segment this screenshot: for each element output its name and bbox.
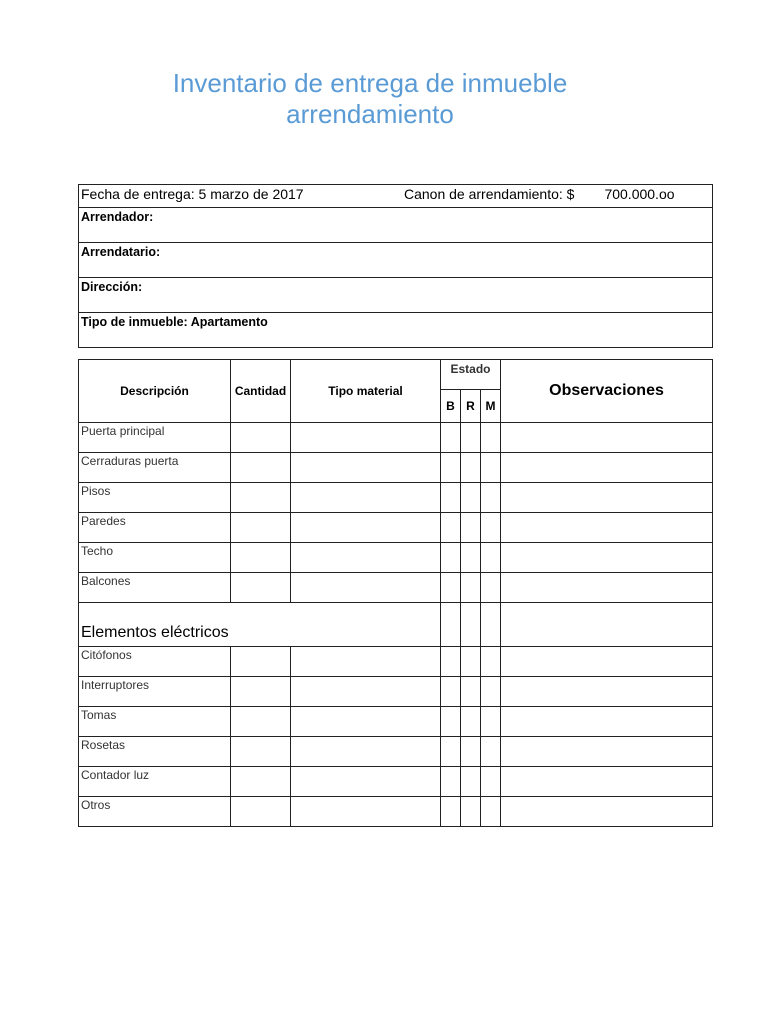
- estado-b-cell: [441, 797, 461, 827]
- title-line-1: Inventario de entrega de inmueble: [172, 68, 568, 98]
- estado-r-cell: [461, 423, 481, 453]
- material-cell: [291, 573, 441, 603]
- item-label: Rosetas: [79, 737, 231, 767]
- table-row: [79, 647, 713, 677]
- estado-b-cell: [441, 483, 461, 513]
- estado-b-cell: [441, 573, 461, 603]
- estado-b-cell: [441, 677, 461, 707]
- cantidad-cell: [231, 737, 291, 767]
- canon-label: Canon de arrendamiento: $: [404, 186, 575, 202]
- table-row: [79, 707, 713, 737]
- info-row-arrendatario: [79, 243, 713, 278]
- item-label: Tomas: [79, 707, 231, 737]
- estado-b-cell: [441, 513, 461, 543]
- estado-r-cell: [461, 677, 481, 707]
- estado-m-cell: [481, 543, 501, 573]
- item-label: Citófonos: [79, 647, 231, 677]
- header-m: M: [481, 390, 501, 423]
- direccion-field: Dirección:: [79, 278, 713, 313]
- observaciones-cell: [501, 603, 713, 647]
- table-row: [79, 453, 713, 483]
- header-tipo-material: Tipo material: [291, 360, 441, 423]
- item-label: Techo: [79, 543, 231, 573]
- cantidad-cell: [231, 797, 291, 827]
- cantidad-cell: [231, 483, 291, 513]
- observaciones-cell: [501, 797, 713, 827]
- cantidad-cell: [231, 677, 291, 707]
- estado-b-cell: [441, 767, 461, 797]
- material-cell: [291, 707, 441, 737]
- observaciones-cell: [501, 423, 713, 453]
- table-row: [79, 797, 713, 827]
- table-row: [79, 513, 713, 543]
- observaciones-cell: [501, 737, 713, 767]
- material-cell: [291, 513, 441, 543]
- estado-m-cell: [481, 483, 501, 513]
- estado-m-cell: [481, 677, 501, 707]
- header-cantidad: Cantidad: [231, 360, 291, 423]
- header-descripcion: Descripción: [79, 360, 231, 423]
- lease-info-table: [78, 184, 713, 348]
- header-r: R: [461, 390, 481, 423]
- observaciones-cell: [501, 483, 713, 513]
- estado-b-cell: [441, 543, 461, 573]
- estado-m-cell: [481, 707, 501, 737]
- arrendador-field: Arrendador:: [79, 208, 713, 243]
- header-row: [79, 360, 713, 390]
- estado-r-cell: [461, 603, 481, 647]
- cantidad-cell: [231, 707, 291, 737]
- material-cell: [291, 737, 441, 767]
- table-row: [79, 767, 713, 797]
- estado-m-cell: [481, 797, 501, 827]
- observaciones-cell: [501, 767, 713, 797]
- observaciones-cell: [501, 647, 713, 677]
- cantidad-cell: [231, 543, 291, 573]
- estado-r-cell: [461, 647, 481, 677]
- observaciones-cell: [501, 513, 713, 543]
- estado-m-cell: [481, 453, 501, 483]
- estado-b-cell: [441, 707, 461, 737]
- header-estado: Estado: [441, 360, 501, 390]
- table-row: [79, 423, 713, 453]
- info-row-fecha: [79, 185, 713, 208]
- material-cell: [291, 453, 441, 483]
- estado-r-cell: [461, 767, 481, 797]
- header-observaciones: Observaciones: [501, 360, 713, 423]
- cantidad-cell: [231, 767, 291, 797]
- observaciones-cell: [501, 573, 713, 603]
- estado-m-cell: [481, 647, 501, 677]
- observaciones-cell: [501, 453, 713, 483]
- info-row-direccion: [79, 278, 713, 313]
- item-label: Otros: [79, 797, 231, 827]
- estado-r-cell: [461, 543, 481, 573]
- document-title: [60, 68, 680, 130]
- estado-b-cell: [441, 647, 461, 677]
- table-row: [79, 483, 713, 513]
- estado-m-cell: [481, 737, 501, 767]
- section-title-electricos: Elementos eléctricos: [79, 603, 441, 647]
- material-cell: [291, 767, 441, 797]
- fecha-entrega: Fecha de entrega: 5 marzo de 2017: [81, 186, 304, 202]
- observaciones-cell: [501, 707, 713, 737]
- table-row: [79, 677, 713, 707]
- cantidad-cell: [231, 573, 291, 603]
- material-cell: [291, 677, 441, 707]
- info-row-tipo: [79, 313, 713, 348]
- estado-r-cell: [461, 573, 481, 603]
- item-label: Balcones: [79, 573, 231, 603]
- item-label: Paredes: [79, 513, 231, 543]
- estado-b-cell: [441, 737, 461, 767]
- cantidad-cell: [231, 423, 291, 453]
- table-row: [79, 573, 713, 603]
- material-cell: [291, 797, 441, 827]
- estado-m-cell: [481, 603, 501, 647]
- estado-m-cell: [481, 573, 501, 603]
- estado-b-cell: [441, 453, 461, 483]
- item-label: Puerta principal: [79, 423, 231, 453]
- estado-r-cell: [461, 453, 481, 483]
- estado-r-cell: [461, 797, 481, 827]
- estado-r-cell: [461, 483, 481, 513]
- canon-value: 700.000.oo: [604, 186, 675, 202]
- title-line-2: arrendamiento: [286, 99, 454, 129]
- observaciones-cell: [501, 677, 713, 707]
- cantidad-cell: [231, 647, 291, 677]
- estado-m-cell: [481, 767, 501, 797]
- material-cell: [291, 423, 441, 453]
- estado-b-cell: [441, 603, 461, 647]
- estado-m-cell: [481, 423, 501, 453]
- table-row: [79, 543, 713, 573]
- cantidad-cell: [231, 513, 291, 543]
- header-b: B: [441, 390, 461, 423]
- estado-r-cell: [461, 513, 481, 543]
- section-row-electricos: [79, 603, 713, 647]
- estado-m-cell: [481, 513, 501, 543]
- material-cell: [291, 483, 441, 513]
- item-label: Contador luz: [79, 767, 231, 797]
- material-cell: [291, 543, 441, 573]
- observaciones-cell: [501, 543, 713, 573]
- estado-r-cell: [461, 737, 481, 767]
- cantidad-cell: [231, 453, 291, 483]
- inventory-table: [78, 359, 713, 827]
- tipo-inmueble-field: Tipo de inmueble: Apartamento: [79, 313, 713, 348]
- estado-b-cell: [441, 423, 461, 453]
- item-label: Cerraduras puerta: [79, 453, 231, 483]
- item-label: Pisos: [79, 483, 231, 513]
- material-cell: [291, 647, 441, 677]
- item-label: Interruptores: [79, 677, 231, 707]
- arrendatario-field: Arrendatario:: [79, 243, 713, 278]
- table-row: [79, 737, 713, 767]
- estado-r-cell: [461, 707, 481, 737]
- info-row-arrendador: [79, 208, 713, 243]
